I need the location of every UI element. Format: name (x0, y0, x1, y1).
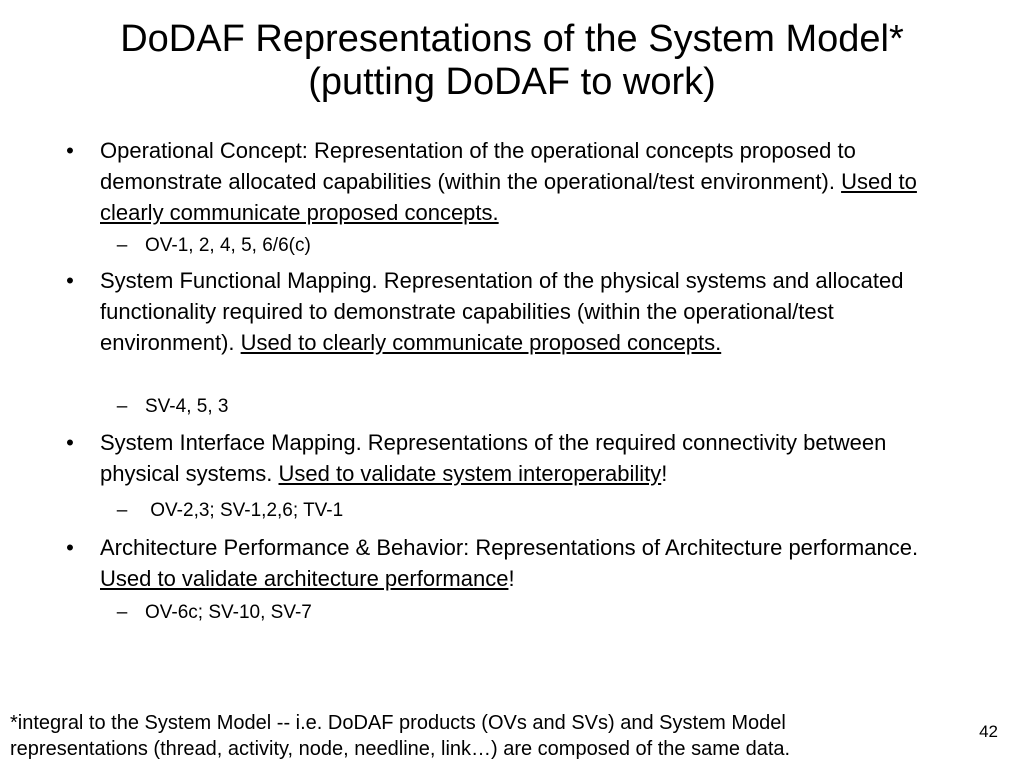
footnote-line-2: representations (thread, activity, node, needline, link…) are composed of the same data. (10, 738, 791, 760)
bullet-trailing-text: ! (661, 461, 668, 486)
bullet-text: System Interface Mapping. Representations of the required connectivity between physical systems. (100, 430, 887, 486)
bullet-underlined-text: Used to clearly communicate proposed concepts. (100, 169, 917, 225)
bullet-underlined-text: Used to clearly communicate proposed concepts. (240, 330, 722, 355)
sub-item-system-interface-mapping (116, 499, 945, 523)
dash-marker: – (116, 396, 128, 417)
sub-item-operational-concept (116, 234, 945, 258)
bullet-marker: • (66, 138, 74, 163)
dash-marker: – (116, 235, 128, 256)
sub-item-text: OV-2,3; SV-1,2,6; TV-1 (145, 500, 344, 521)
dash-marker: – (116, 602, 128, 623)
bullet-underlined-text: Used to validate architecture performance (100, 566, 509, 591)
sub-item-text: SV-4, 5, 3 (145, 396, 229, 417)
bullet-trailing-text: ! (508, 566, 515, 591)
title-line-2: (putting DoDAF to work) (308, 61, 716, 103)
footnote-line-1: *integral to the System Model -- i.e. DoDAF products (OVs and SVs) and System Model (10, 712, 786, 734)
footnote (10, 710, 930, 762)
bullet-marker: • (66, 430, 74, 455)
sub-item-system-functional-mapping (116, 395, 945, 419)
bullet-operational-concept (66, 135, 970, 228)
bullet-system-functional-mapping (66, 265, 970, 358)
slide-title (0, 18, 1024, 104)
bullet-marker: • (66, 535, 74, 560)
bullet-text: Architecture Performance & Behavior: Representations of Architecture performance. (100, 535, 919, 560)
sub-item-text: OV-1, 2, 4, 5, 6/6(c) (145, 235, 311, 256)
bullet-architecture-performance (66, 532, 970, 594)
bullet-text: Operational Concept: Representation of the operational concepts proposed to demonstrate allocated capabilities (within the operational/test environment). (100, 138, 856, 194)
bullet-system-interface-mapping (66, 427, 970, 489)
dash-marker: – (116, 500, 128, 521)
sub-item-architecture-performance (116, 601, 945, 625)
bullet-marker: • (66, 268, 74, 293)
bullet-underlined-text: Used to validate system interoperability (278, 461, 662, 486)
page-number: 42 (979, 722, 998, 741)
bullet-text: System Functional Mapping. Representation of the physical systems and allocated functionality required to demonstrate capabilities (within the operational/test environment). (100, 268, 904, 355)
sub-item-text: OV-6c; SV-10, SV-7 (145, 602, 312, 623)
title-line-1: DoDAF Representations of the System Model* (120, 18, 904, 60)
